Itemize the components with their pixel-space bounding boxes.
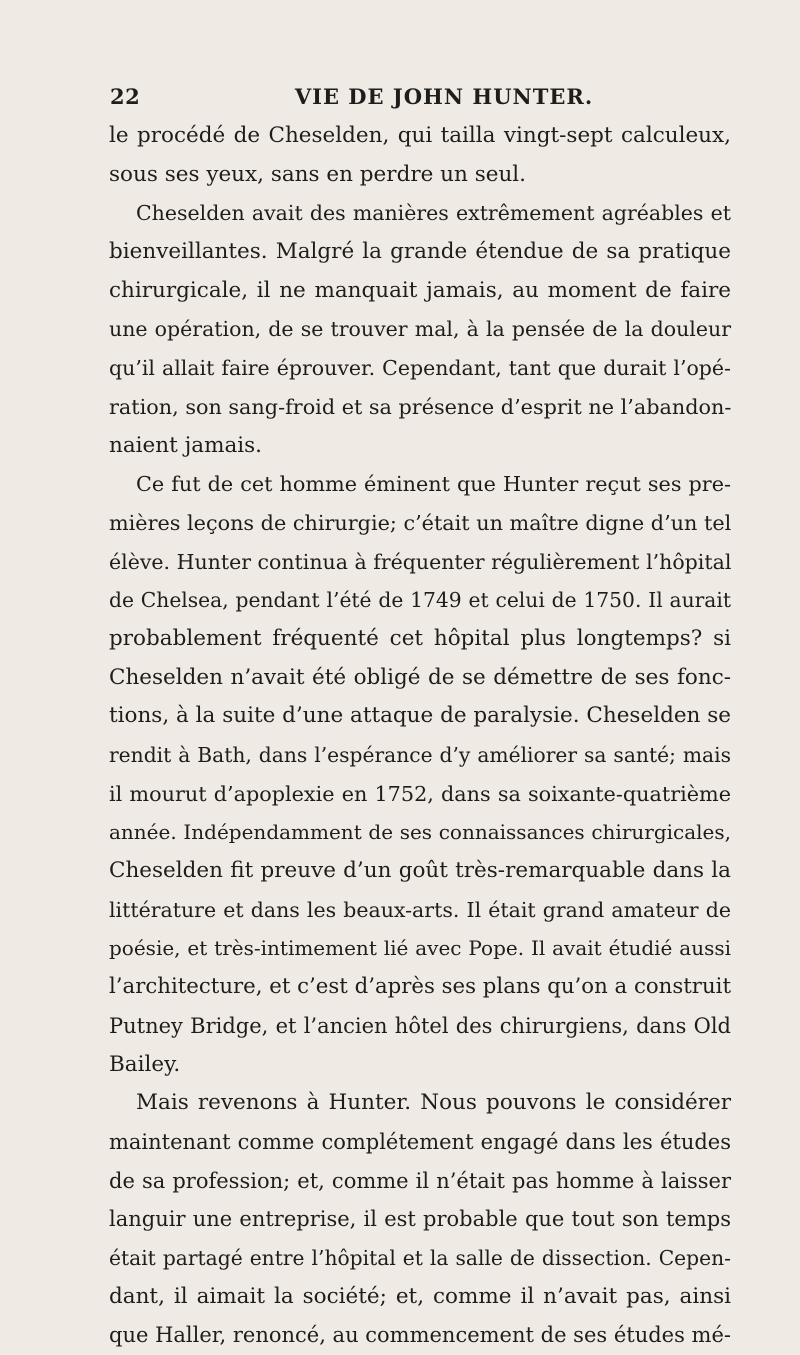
text-line: Mais revenons à Hunter. Nous pouvons le considérer xyxy=(136,1090,731,1116)
text-line: une opération, de se trouver mal, à la pensée de la douleur xyxy=(109,317,731,342)
text-line: année. Indépendamment de ses connaissances chirurgicales, xyxy=(109,820,731,845)
page-header xyxy=(104,84,724,118)
text-line: mières leçons de chirurgie; c’était un maître digne d’un tel xyxy=(109,510,732,535)
text-line: bienveillantes. Malgré la grande étendue de sa pratique xyxy=(109,239,731,265)
text-line: Cheselden avait des manières extrêmement agréables et xyxy=(136,201,731,226)
text-line: poésie, et très-intimement lié avec Pope. Il avait étudié aussi xyxy=(109,936,731,961)
text-line: l’architecture, et c’est d’après ses plans qu’on a construit xyxy=(109,974,731,1000)
text-line: Putney Bridge, et l’ancien hôtel des chirurgiens, dans Old xyxy=(109,1013,731,1038)
text-line: rendit à Bath, dans l’espérance d’y améliorer sa santé; mais xyxy=(109,743,731,767)
text-line: chirurgicale, il ne manquait jamais, au moment de faire xyxy=(109,277,731,303)
text-line: que Haller, renoncé, au commencement de ses études mé- xyxy=(109,1323,731,1348)
text-line: tions, à la suite d’une attaque de paralysie. Cheselden se xyxy=(109,703,731,729)
body-text xyxy=(109,117,731,1355)
running-title: VIE DE JOHN HUNTER. xyxy=(294,84,594,109)
page-number: 22 xyxy=(110,84,141,109)
text-line: dant, il aimait la société; et, comme il n’avait pas, ainsi xyxy=(109,1283,731,1309)
text-line: de sa profession; et, comme il n’était pas homme à laisser xyxy=(109,1168,731,1193)
text-line: était partagé entre l’hôpital et la salle de dissection. Cepen- xyxy=(109,1245,731,1270)
text-line: sous ses yeux, sans en perdre un seul. xyxy=(109,161,527,187)
text-line: ration, son sang-froid et sa présence d’esprit ne l’abandon- xyxy=(109,394,732,419)
text-line: Bailey. xyxy=(109,1051,181,1077)
text-line: élève. Hunter continua à fréquenter régulièrement l’hôpital xyxy=(109,549,732,574)
text-line: languir une entreprise, il est probable que tout son temps xyxy=(109,1207,731,1232)
text-line: le procédé de Cheselden, qui tailla vingt-sept calculeux, xyxy=(109,123,731,148)
text-line: il mourut d’apoplexie en 1752, dans sa soixante-quatrième xyxy=(109,781,731,806)
text-line: naient jamais. xyxy=(109,432,263,458)
text-line: maintenant comme complétement engagé dans les études xyxy=(109,1129,731,1154)
text-line: Cheselden fit preuve d’un goût très-remarquable dans la xyxy=(109,858,731,884)
text-line: Cheselden n’avait été obligé de se démettre de ses fonc- xyxy=(109,664,731,690)
text-line: Ce fut de cet homme éminent que Hunter reçut ses pre- xyxy=(136,472,731,497)
text-line: de Chelsea, pendant l’été de 1749 et celui de 1750. Il aurait xyxy=(109,588,731,613)
text-line: qu’il allait faire éprouver. Cependant, tant que durait l’opé- xyxy=(109,356,731,381)
text-line: littérature et dans les beaux-arts. Il était grand amateur de xyxy=(109,897,731,922)
text-line: probablement fréquenté cet hôpital plus longtemps? si xyxy=(109,625,731,651)
